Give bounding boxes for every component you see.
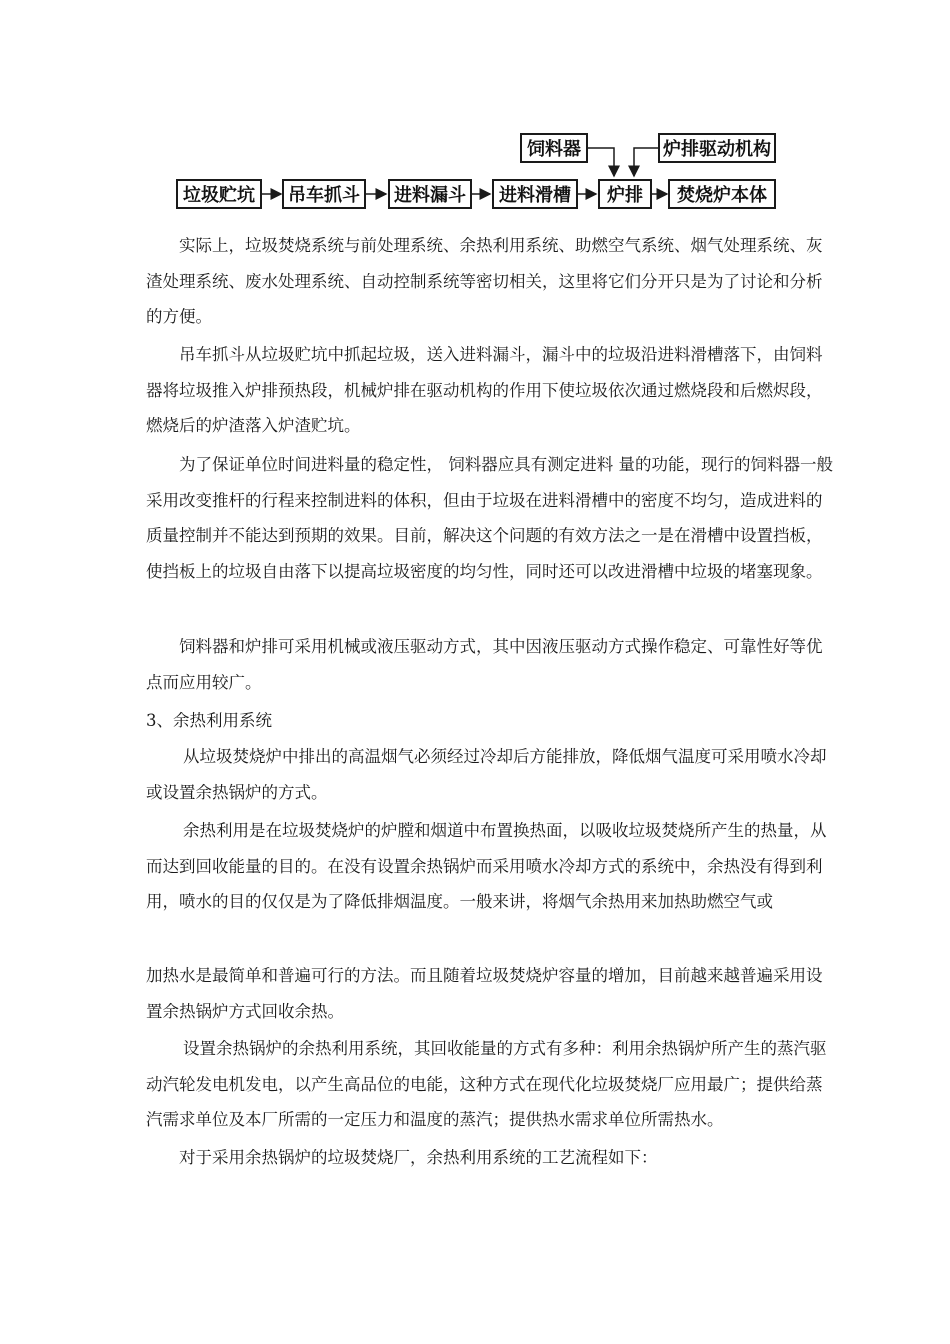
paragraph-4: 饲料器和炉排可采用机械或液压驱动方式，其中因液压驱动方式操作稳定、可靠性好等优点而应用较广。: [146, 637, 823, 692]
paragraph-1: 实际上，垃圾焚烧系统与前处理系统、余热利用系统、助燃空气系统、烟气处理系统、灰渣处理系统、废水处理系统、自动控制系统等密切相关，这里将它们分开只是为了讨论和分析的方便。: [146, 236, 823, 326]
process-flowchart: [0, 0, 950, 240]
paragraph-7: 加热水是最简单和普遍可行的方法。而且随着垃圾焚烧炉容量的增加，目前越来越普遍采用设置余热锅炉方式回收余热。: [146, 966, 823, 1021]
paragraph-5: 从垃圾焚烧炉中排出的高温烟气必须经过冷却后方能排放，降低烟气温度可采用喷水冷却或设置余热锅炉的方式。: [146, 747, 827, 802]
arrow-feeder-grate: [588, 148, 614, 176]
paragraph-3: 为了保证单位时间进料量的稳定性， 饲料器应具有测定进料 量的功能，现行的饲料器一般采用改变推杆的行程来控制进料的体积，但由于垃圾在进料滑槽中的密度不均匀，造成进料的质量控制并不能达到预期的效果。目前，解决这个问题的有效方法之一是在滑槽中设置挡板，使挡板上的垃圾自由落下以提高垃圾密度的均匀性，同时还可以改进滑槽中垃圾的堵塞现象。: [146, 455, 833, 581]
paragraph-9: 对于采用余热锅炉的垃圾焚烧厂，余热利用系统的工艺流程如下：: [179, 1148, 658, 1167]
paragraph-6: 余热利用是在垃圾焚烧炉的炉膛和烟道中布置换热面，以吸收垃圾焚烧所产生的热量，从而达到回收能量的目的。在没有设置余热锅炉而采用喷水冷却方式的系统中，余热没有得到利用，喷水的目的仅仅是为了降低排烟温度。一般来讲，将烟气余热用来加热助燃空气或: [146, 821, 827, 911]
node-chute: 进料滑槽: [492, 179, 578, 209]
node-pit: 垃圾贮坑: [176, 179, 262, 209]
paragraph-2: 吊车抓斗从垃圾贮坑中抓起垃圾，送入进料漏斗，漏斗中的垃圾沿进料滑槽落下，由饲料器将垃圾推入炉排预热段，机械炉排在驱动机构的作用下使垃圾依次通过燃烧段和后燃烬段，燃烧后的炉渣落入炉渣贮坑。: [146, 345, 823, 435]
arrow-drive-grate: [634, 148, 658, 176]
node-feeder: 饲料器: [520, 133, 588, 163]
node-crane: 吊车抓斗: [282, 179, 366, 209]
section-heading: 3、余热利用系统: [146, 711, 272, 730]
paragraph-8: 设置余热锅炉的余热利用系统，其回收能量的方式有多种：利用余热锅炉所产生的蒸汽驱动汽轮发电机发电，以产生高品位的电能，这种方式在现代化垃圾焚烧厂应用最广；提供给蒸汽需求单位及本厂所需的一定压力和温度的蒸汽；提供热水需求单位所需热水。: [146, 1039, 827, 1129]
node-furnace: 焚烧炉本体: [668, 179, 776, 209]
flowchart-arrows: [0, 0, 950, 240]
node-grate-drive: 炉排驱动机构: [658, 133, 776, 163]
node-hopper: 进料漏斗: [388, 179, 472, 209]
node-grate: 炉排: [598, 179, 652, 209]
